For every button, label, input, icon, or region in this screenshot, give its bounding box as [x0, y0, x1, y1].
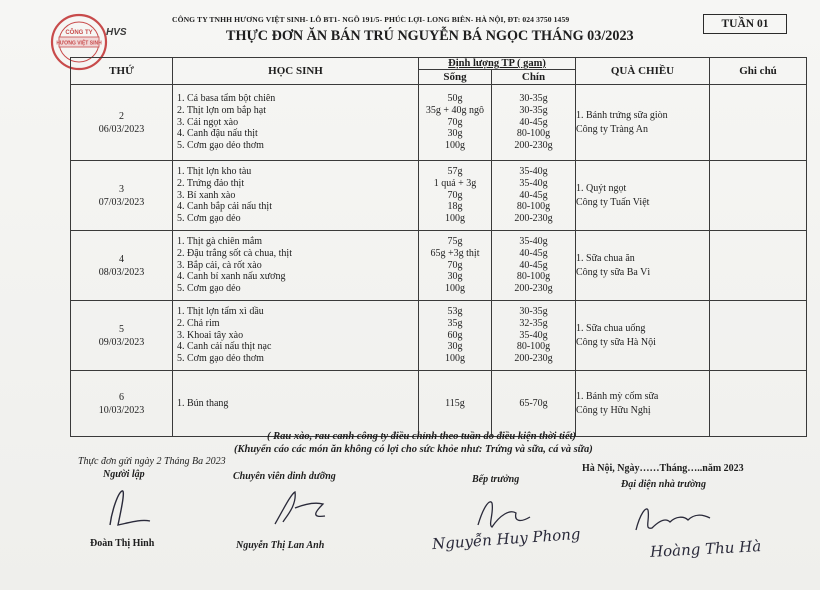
svg-text:HƯƠNG VIỆT SINH: HƯƠNG VIỆT SINH: [56, 40, 102, 47]
dish-item: 1. Cá basa tẩm bột chiên: [177, 93, 276, 104]
dish-cell: [173, 85, 419, 161]
raw-qty-cell: [419, 371, 492, 437]
menu-row: [71, 371, 807, 437]
snack-item: 1. Bánh trứng sữa giòn: [576, 109, 668, 121]
raw-qty-item: 30g: [447, 128, 463, 140]
header-cooked: Chín: [492, 70, 576, 85]
school-name: Hoàng Thu Hà: [649, 537, 762, 561]
day-number: 6: [119, 391, 124, 403]
snack-cell: [576, 161, 710, 231]
snack-cell: [576, 301, 710, 371]
logo-text: HVS: [106, 27, 127, 38]
cooked-qty-item: 200-230g: [514, 283, 553, 295]
dish-item: 2. Đậu trắng sốt cà chua, thịt: [177, 247, 292, 259]
day-cell: [71, 371, 173, 437]
menu-table: [70, 57, 807, 437]
header-snack: QUÀ CHIỀU: [576, 58, 710, 85]
preparer-name: Đoàn Thị Hinh: [90, 538, 155, 549]
header-day: THỨ: [71, 58, 173, 85]
cooked-qty-item: 200-230g: [514, 140, 553, 152]
school-signature: [630, 500, 720, 540]
snack-cell: [576, 231, 710, 301]
day-date: 08/03/2023: [98, 266, 145, 278]
snack-item: 1. Sữa chua uống: [576, 322, 646, 334]
cooked-qty-cell: [492, 161, 576, 231]
dish-item: 2. Trứng đảo thịt: [177, 177, 245, 189]
note-cell: [710, 371, 807, 437]
dish-item: 1. Thịt gà chiên mắm: [177, 236, 263, 247]
kitchen-name: Nguyễn Huy Phong: [431, 524, 582, 554]
snack-supplier: Công ty sữa Ba Vì: [576, 266, 651, 278]
note-cell: [710, 161, 807, 231]
dish-item: 1. Bún thang: [177, 397, 229, 409]
raw-qty-item: 35g: [447, 317, 463, 329]
nutrition-name: Nguyễn Thị Lan Anh: [236, 540, 325, 551]
note-cell: [710, 301, 807, 371]
dish-item: 4. Canh bí xanh nấu xương: [177, 271, 286, 283]
cooked-qty-item: 30-35g: [519, 93, 548, 104]
raw-qty-item: 50g: [447, 93, 463, 104]
raw-qty-item: 70g: [447, 189, 463, 201]
dish-cell: [173, 301, 419, 371]
raw-qty-item: 60g: [447, 329, 463, 341]
cooked-qty-item: 80-100g: [516, 128, 551, 140]
raw-qty-item: 30g: [447, 271, 463, 283]
header-students: HỌC SINH: [173, 58, 419, 85]
cooked-qty-item: 80-100g: [516, 271, 551, 283]
cooked-qty-item: 40-45g: [519, 247, 548, 259]
cooked-qty-cell: [492, 85, 576, 161]
company-address: CÔNG TY TNHH HƯƠNG VIỆT SINH- LÔ BT1- NGÕ 191/5- PHÚC LỢI- LONG BIÊN- HÀ NỘI, ĐT: 024 3750 1459: [172, 15, 570, 24]
cooked-qty-cell: [492, 231, 576, 301]
day-number: 4: [119, 253, 124, 265]
day-cell: [71, 231, 173, 301]
day-date: 10/03/2023: [98, 404, 145, 416]
raw-qty-item: 30g: [447, 341, 463, 353]
dish-cell: [173, 371, 419, 437]
dish-cell: [173, 231, 419, 301]
cooked-qty-item: 30-35g: [519, 306, 548, 317]
raw-qty-item: 57g: [447, 166, 463, 177]
raw-qty-item: 115g: [445, 397, 465, 409]
cooked-qty-item: 35-40g: [519, 177, 548, 189]
nutrition-title: Chuyên viên dinh dưỡng: [233, 471, 336, 482]
day-date: 09/03/2023: [98, 336, 145, 348]
raw-qty-item: 100g: [445, 283, 465, 295]
raw-qty-item: 100g: [445, 140, 465, 152]
dish-item: 1. Thịt lợn tẩm xì dầu: [177, 306, 264, 317]
raw-qty-item: 65g +3g thịt: [430, 247, 480, 259]
footer-note-health: (Khuyến cáo các món ăn không có lợi cho sức khỏe như: Trứng và sữa, cá và sữa): [234, 444, 593, 455]
raw-qty-item: 70g: [447, 116, 463, 128]
raw-qty-item: 53g: [447, 306, 463, 317]
cooked-qty-item: 200-230g: [514, 213, 553, 225]
day-cell: [71, 161, 173, 231]
raw-qty-item: 1 quả + 3g: [433, 177, 477, 189]
dish-cell: [173, 161, 419, 231]
raw-qty-cell: [419, 301, 492, 371]
cooked-qty-item: 200-230g: [514, 353, 553, 365]
school-title: Đại diện nhà trường: [621, 479, 706, 490]
preparer-signature: [100, 485, 170, 535]
snack-supplier: Công ty Hữu Nghị: [576, 404, 651, 416]
cooked-qty-item: 40-45g: [519, 116, 548, 128]
page-title: THỰC ĐƠN ĂN BÁN TRÚ NGUYỄN BÁ NGỌC THÁNG 03/2023: [226, 28, 634, 44]
raw-qty-item: 70g: [447, 259, 463, 271]
dish-item: 4. Canh bắp cải nấu thịt: [177, 201, 272, 213]
dish-item: 3. Cải ngọt xào: [177, 116, 239, 128]
dish-item: 5. Cơm gạo dẻo thơm: [177, 140, 264, 152]
cooked-qty-item: 65-70g: [519, 397, 548, 409]
dish-item: 1. Thịt lợn kho tàu: [177, 166, 252, 177]
dish-item: 5. Cơm gạo dẻo: [177, 213, 241, 225]
dish-item: 4. Canh đậu nấu thịt: [177, 128, 258, 140]
kitchen-title: Bếp trưởng: [472, 474, 520, 485]
snack-cell: [576, 371, 710, 437]
dish-item: 3. Khoai tây xào: [177, 329, 244, 341]
raw-qty-cell: [419, 85, 492, 161]
note-cell: [710, 85, 807, 161]
cooked-qty-item: 30-35g: [519, 104, 548, 116]
place-date: Hà Nội, Ngày……Tháng…..năm 2023: [582, 463, 744, 474]
svg-text:CÔNG TY: CÔNG TY: [65, 30, 93, 36]
raw-qty-item: 35g + 40g ngô: [425, 104, 485, 116]
snack-item: 1. Sữa chua ăn: [576, 252, 635, 264]
raw-qty-cell: [419, 161, 492, 231]
cooked-qty-item: 35-40g: [519, 236, 548, 247]
day-number: 3: [119, 183, 124, 195]
day-date: 07/03/2023: [98, 196, 145, 208]
raw-qty-item: 75g: [447, 236, 463, 247]
day-cell: [71, 301, 173, 371]
menu-row: [71, 231, 807, 301]
footer-note-vegetables: ( Rau xào, rau canh công ty điều chỉnh theo tuần do điều kiện thời tiết): [267, 431, 577, 442]
day-number: 2: [119, 110, 124, 122]
dish-item: 3. Bí xanh xào: [177, 189, 236, 201]
nutrition-signature: [255, 482, 345, 532]
cooked-qty-cell: [492, 301, 576, 371]
preparer-title: Người lập: [103, 469, 145, 480]
snack-item: 1. Bánh mỳ cốm sữa: [576, 390, 659, 402]
menu-row: [71, 301, 807, 371]
snack-cell: [576, 85, 710, 161]
cooked-qty-item: 40-45g: [519, 189, 548, 201]
day-date: 06/03/2023: [98, 123, 145, 135]
dish-item: 3. Bắp cải, cà rốt xào: [177, 259, 262, 271]
raw-qty-cell: [419, 231, 492, 301]
snack-supplier: Công ty Tuấn Việt: [576, 196, 650, 208]
cooked-qty-item: 35-40g: [519, 329, 548, 341]
dish-item: 4. Canh cải nấu thịt nạc: [177, 341, 272, 353]
header-raw: Sống: [419, 70, 492, 85]
raw-qty-item: 18g: [447, 201, 463, 213]
header-note: Ghi chú: [710, 58, 807, 85]
day-number: 5: [119, 323, 124, 335]
cooked-qty-item: 80-100g: [516, 341, 551, 353]
day-cell: [71, 85, 173, 161]
menu-row: [71, 85, 807, 161]
snack-supplier: Công ty Tràng An: [576, 123, 648, 135]
cooked-qty-item: 35-40g: [519, 166, 548, 177]
cooked-qty-item: 32-35g: [519, 317, 548, 329]
snack-supplier: Công ty sữa Hà Nội: [576, 336, 656, 348]
cooked-qty-item: 80-100g: [516, 201, 551, 213]
sent-date: Thực đơn gửi ngày 2 Tháng Ba 2023: [78, 456, 226, 467]
dish-item: 2. Thịt lợn om bắp hạt: [177, 104, 266, 116]
raw-qty-item: 100g: [445, 353, 465, 365]
week-badge: TUẦN 01: [703, 14, 787, 34]
cooked-qty-cell: [492, 371, 576, 437]
dish-item: 2. Chả rim: [177, 317, 220, 329]
dish-item: 5. Cơm gạo dẻo thơm: [177, 353, 264, 365]
note-cell: [710, 231, 807, 301]
dish-item: 5. Cơm gạo dẻo: [177, 283, 241, 295]
header-quantity: Định lượng TP ( gam): [419, 58, 576, 70]
cooked-qty-item: 40-45g: [519, 259, 548, 271]
raw-qty-item: 100g: [445, 213, 465, 225]
snack-item: 1. Quýt ngọt: [576, 182, 627, 194]
menu-row: [71, 161, 807, 231]
